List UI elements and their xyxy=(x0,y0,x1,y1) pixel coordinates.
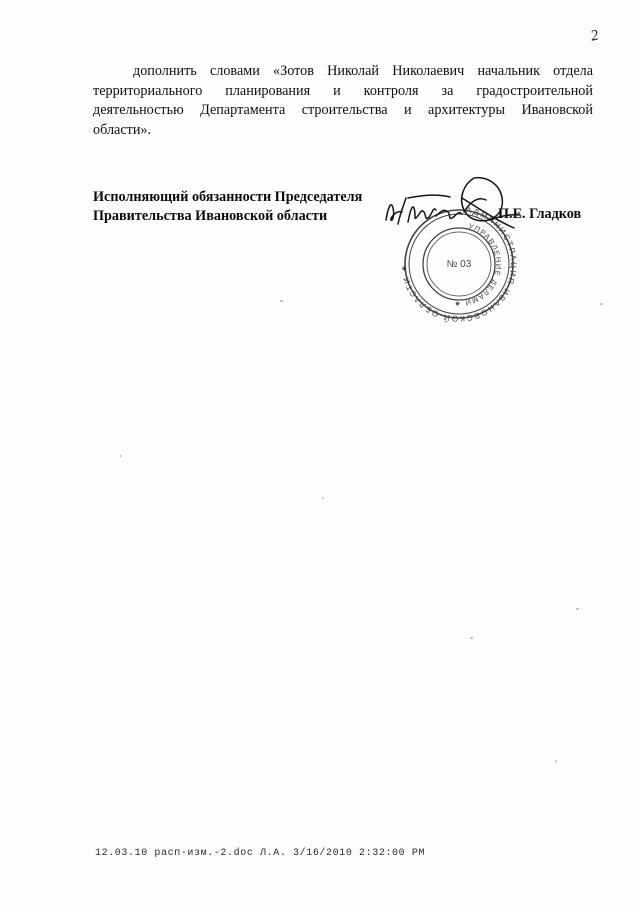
svg-text:№ 03: № 03 xyxy=(446,259,472,270)
svg-text:АДМИНИСТРАЦИЯ ИВАНОВСКОЙ ОБЛАС: АДМИНИСТРАЦИЯ ИВАНОВСКОЙ ОБЛАСТИ ✷ xyxy=(399,205,519,324)
page-number: 2 xyxy=(588,27,600,45)
document-footer: 12.03.10 расп-изм.-2.doc Л.А. 3/16/2010 2:32:00 PM xyxy=(95,848,426,859)
scan-speck xyxy=(470,637,473,639)
signer-name: П.Е. Гладков xyxy=(498,206,582,222)
scan-speck xyxy=(600,303,603,305)
scan-speck xyxy=(120,455,122,457)
scan-speck xyxy=(576,608,579,610)
svg-text:УПРАВЛЕНИЕ ДЕЛАМИ ✷: УПРАВЛЕНИЕ ДЕЛАМИ ✷ xyxy=(453,221,504,309)
signature-title-line-2: Правительства Ивановской области xyxy=(93,208,328,224)
document-body xyxy=(93,62,593,140)
scan-speck xyxy=(555,760,557,762)
signature-title-line-1: Исполняющий обязанности Председателя xyxy=(93,189,363,205)
body-paragraph: дополнить словами «Зотов Николай Николаевич начальник отдела территориального планирования и контроля за градостроительной деятельностью Департамента строительства и архитектуры Ивановской области». xyxy=(93,63,593,138)
scan-speck xyxy=(280,300,283,302)
scan-speck xyxy=(322,497,324,499)
signature-title-block xyxy=(93,188,393,226)
